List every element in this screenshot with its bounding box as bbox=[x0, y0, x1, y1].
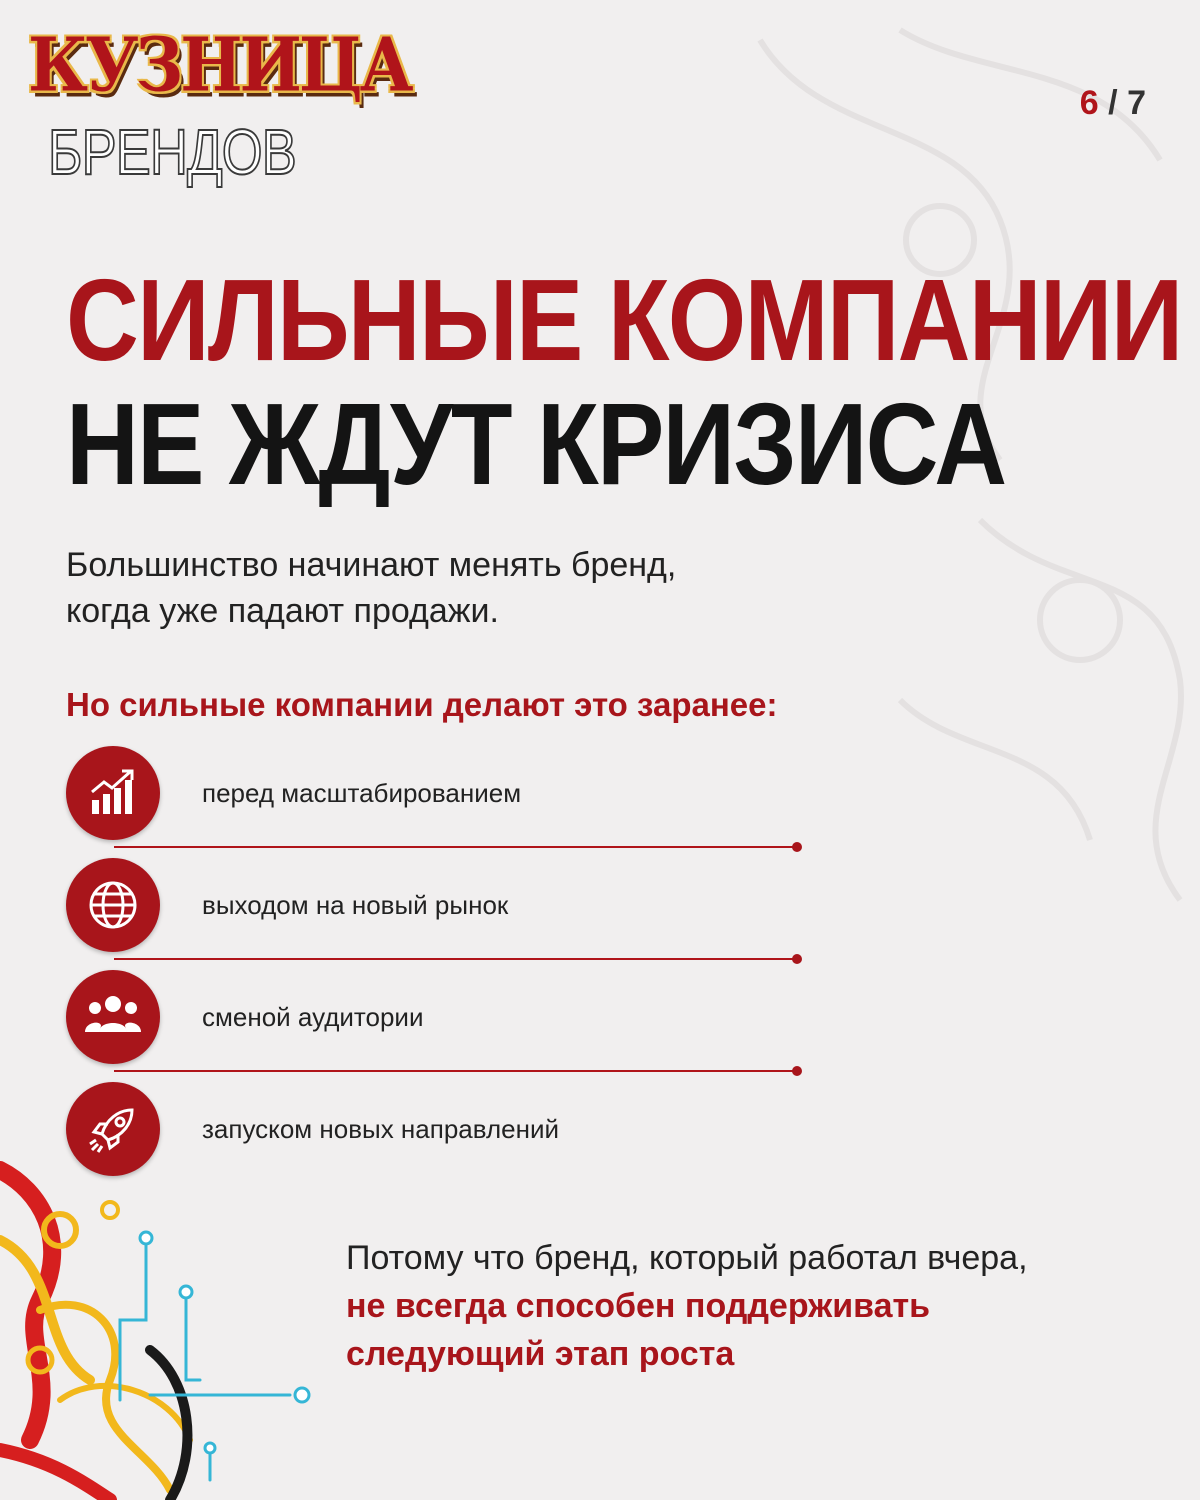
lead-line-2: когда уже падают продажи. bbox=[66, 592, 499, 630]
brand-logo bbox=[28, 21, 411, 188]
headline-line-1: СИЛЬНЫЕ КОМПАНИИ bbox=[66, 255, 1182, 385]
logo-top-text: КУЗНИЦА bbox=[28, 21, 411, 109]
page-separator: / bbox=[1108, 84, 1118, 122]
corner-ornament bbox=[0, 1150, 330, 1500]
list-item-label: запуском новых направлений bbox=[202, 1114, 560, 1144]
logo-bottom-text: БРЕНДОВ bbox=[48, 116, 296, 188]
headline bbox=[66, 255, 1182, 509]
subhead: Но сильные компании делают это заранее: bbox=[66, 686, 778, 723]
item-divider bbox=[114, 846, 798, 848]
reasons-list bbox=[66, 746, 826, 1194]
item-divider bbox=[114, 958, 798, 960]
footer-line: Потому что бренд, который работал вчера, bbox=[346, 1239, 1028, 1277]
item-divider bbox=[114, 1070, 798, 1072]
footer-accent-line-2: следующий этап роста bbox=[346, 1335, 735, 1373]
list-item-label: сменой аудитории bbox=[202, 1002, 424, 1032]
page-total: 7 bbox=[1127, 84, 1146, 122]
list-item bbox=[66, 746, 826, 858]
list-item-label: выходом на новый рынок bbox=[202, 890, 509, 920]
footer-accent-line-1: не всегда способен поддерживать bbox=[346, 1287, 931, 1325]
list-item bbox=[66, 858, 826, 970]
globe-icon bbox=[66, 858, 160, 952]
page-counter bbox=[1080, 84, 1146, 123]
page-current: 6 bbox=[1079, 84, 1099, 122]
list-item bbox=[66, 970, 826, 1082]
headline-line-2: НЕ ЖДУТ КРИЗИСА bbox=[66, 379, 1006, 509]
growth-chart-icon bbox=[66, 746, 160, 840]
footer-statement bbox=[346, 1234, 1146, 1378]
lead-line-1: Большинство начинают менять бренд, bbox=[66, 546, 677, 584]
list-item-label: перед масштабированием bbox=[202, 778, 522, 808]
audience-icon bbox=[66, 970, 160, 1064]
lead-paragraph bbox=[66, 542, 826, 634]
